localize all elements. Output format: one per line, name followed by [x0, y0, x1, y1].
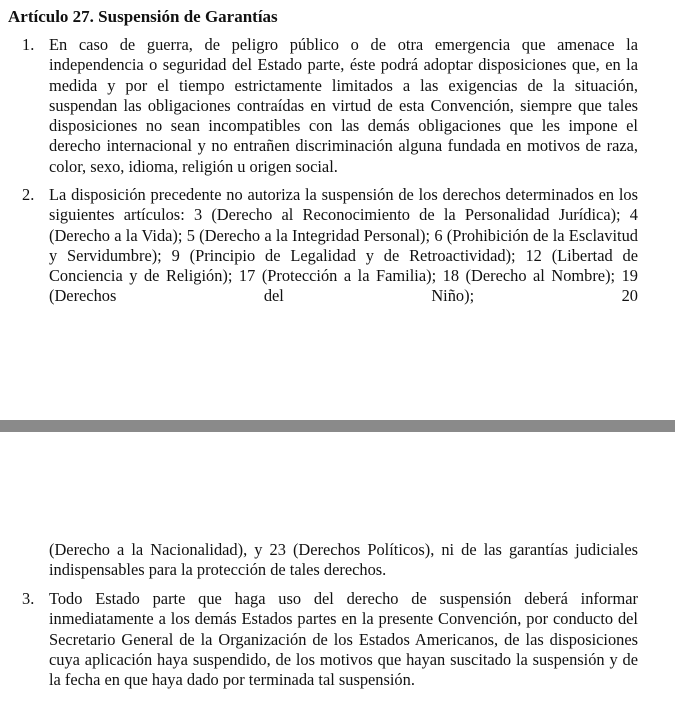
page-bottom: [0, 432, 675, 710]
item-number: 1.: [22, 35, 35, 54]
item-number: 2.: [22, 185, 35, 204]
item-text: En caso de guerra, de peligro público o de otra emergencia que amenace la independencia o seguridad del Estado parte, éste podrá adoptar disposiciones que, en la medida y por el tiempo estrictamente limitados a las exigencias de la situación, suspendan las obligaciones contraídas en virtud de esta Convención, siempre que tales disposiciones no sean incompatibles con las demás obligaciones que les impone el derecho internacional y no entrañen discriminación alguna fundada en motivos de raza, color, sexo, idioma, religión u origen social.: [49, 35, 638, 176]
item-text: Todo Estado parte que haga uso del derecho de suspensión deberá informar inmediatamente a los demás Estados partes en la presente Convención, por conducto del Secretario General de la Organización de los Estados Americanos, de las disposiciones cuya aplicación haya suspendido, de los motivos que hayan suscitado la suspensión y de la fecha en que haya dado por terminada tal suspensión.: [49, 589, 638, 690]
article-heading: Artículo 27. Suspensión de Garantías: [8, 7, 278, 26]
item-text: La disposición precedente no autoriza la suspensión de los derechos determinados en los siguientes artículos: 3 (Derecho al Reconocimiento de la Personalidad Jurídica); 4 (Derecho a la Vida); 5 (Derecho a la Integridad Personal); 6 (Prohibición de la Esclavitud y Servidumbre); 9 (Principio de Legalidad y de Retroactividad); 12 (Libertad de Conciencia y de Religión); 17 (Protección a la Familia); 18 (Derecho al Nombre); 19 (Derechos del Niño); 20: [49, 185, 638, 306]
page-break-separator: [0, 420, 675, 432]
item-text-continuation: (Derecho a la Nacionalidad), y 23 (Derechos Políticos), ni de las garantías judiciales indispensables para la protección de tales derechos.: [49, 540, 638, 580]
item-number: 3.: [22, 589, 35, 608]
